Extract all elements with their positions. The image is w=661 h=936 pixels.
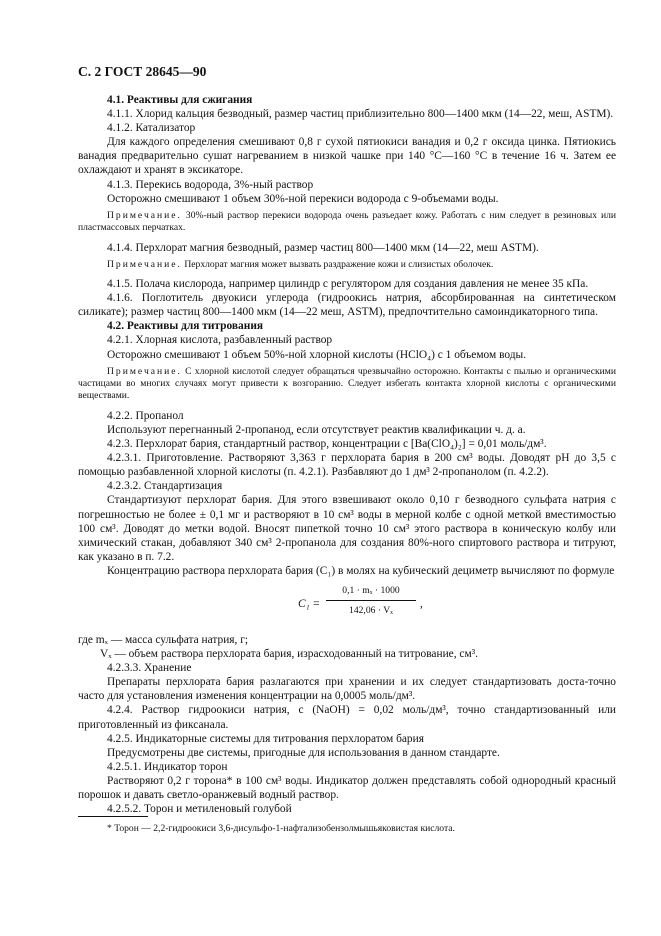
paragraph: 4.1.4. Перхлорат магния безводный, размер частиц 800—1400 мкм (14—22, меш ASTM). (107, 241, 539, 254)
paragraph: Растворяют 0,2 г торона* в 100 см³ воды. Индикатор должен представлять собой однородный красный порошок и давать светло-оранжевый водный раствор. (78, 774, 616, 801)
paragraph: 4.1.3. Перекись водорода, 3%-ный раствор (107, 178, 314, 191)
paragraph: 4.2.1. Хлорная кислота, разбавленный раствор (107, 334, 333, 347)
section-block-1 (78, 93, 616, 578)
paragraph: 4.1.6. Поглотитель двуокиси углерода (гидроокись натрия, абсорбированная на синтетическом силикате); размер частиц 800—1400 мкм (14—22 меш, ASTM), предпочтительно самоиндикаторного типа. (78, 292, 616, 319)
paragraph: Осторожно смешивают 1 объем 50%-ной хлорной кислоты (НСlО₄) с 1 объемом воды. (107, 348, 527, 361)
formula (78, 583, 616, 627)
formula-denominator: 142,06 · Vₓ (349, 605, 393, 617)
note-label: Примечание. (107, 209, 182, 221)
paragraph: 4.2.5. Индикаторные системы для титрования перхлоратом бария (107, 732, 424, 745)
note-text: С хлорной кислотой следует обращаться чрезвычайно осторожно. Контакты с пылью и органическими частицами во многих случаях могут привести к возгоранию. Следует избегать контакта хлорной кислоты с органическими веществами. (78, 365, 616, 402)
paragraph: Стандартизуют перхлорат бария. Для этого взвешивают около 0,10 г безводного сульфата натрия с погрешностью не более ± 0,1 мг и растворяют в 10 см³ воды в мерной колбе с одной меткой вместимостью 100 см³. Доводят до метки водой. Вносят пипеткой точно 10 см³ этого раствора в коническую колбу или химический стакан, добавляют 340 см³ 2-пропанола для создания 80%-ного спиртового раствора и титруют, как указано в п. 7.2. (78, 494, 616, 563)
note (78, 210, 616, 235)
section-block-2 (78, 661, 616, 816)
note-text: Перхлорат магния может вызвать раздражение кожи и слизистых оболочек. (181, 258, 494, 270)
paragraph: 4.1.2. Катализатор (107, 122, 196, 135)
paragraph: 4.1.1. Хлорид кальция безводный, размер частиц приблизительно 800—1400 мкм (14—22, меш, ASTM). (107, 108, 614, 121)
paragraph: 4.2.5.2. Торон и метиленовый голубой (107, 803, 292, 816)
note (78, 366, 616, 403)
footnote (78, 816, 616, 835)
paragraph: 4.2.3.2. Стандартизация (107, 480, 223, 493)
paragraph: 4.2.4. Раствор гидроокиси натрия, с (NaOH) = 0,02 моль/дм³, точно стандартизованный или приготовленный из фиксанала. (78, 704, 616, 731)
formula-numerator: 0,1 · mₓ · 1000 (326, 584, 416, 601)
paragraph: Предусмотрены две системы, пригодные для использования в данном стандарте. (107, 746, 500, 759)
paragraph: 4.2.3.3. Хранение (107, 662, 192, 675)
where-line-2: Vₓ — объем раствора перхлората бария, израсходованный на титрование, см³. (100, 648, 478, 661)
paragraph: 4.2.2. Пропанол (107, 409, 184, 422)
where-line-1: где mₓ — масса сульфата натрия, г; (78, 633, 249, 646)
note-text: 30%-ный раствор перекиси водорода очень разъедает кожу. Работать с ним следует в резиновых или пластмассовых перчатках. (78, 209, 616, 234)
section-heading: 4.1. Реактивы для сжигания (107, 94, 253, 106)
note (78, 259, 616, 271)
page-header: С. 2 ГОСТ 28645—90 (78, 64, 207, 79)
section-heading: 4.2. Реактивы для титрования (107, 320, 264, 333)
paragraph: Препараты перхлората бария разлагаются при хранении и их следует стандартизовать доста-точно часто для установления изменения концентрации на 0,0005 моль/дм³. (78, 676, 616, 703)
paragraph: 4.2.5.1. Индикатор торон (107, 760, 228, 773)
paragraph: Осторожно смешивают 1 объем 30%-ной перекиси водорода с 9-объемами воды. (107, 192, 499, 205)
footnote-rule (78, 816, 148, 817)
document-body (78, 93, 616, 816)
paragraph: 4.2.3. Перхлорат бария, стандартный раствор, концентрации с [Ва(СlO₄)₂] = 0,01 моль/дм³. (107, 438, 547, 451)
formula-fraction (326, 584, 416, 618)
paragraph: Используют перегнанный 2-пропанод, если отсутствует реактив квалификации ч. д. а. (107, 423, 526, 436)
formula-tail: , (420, 597, 423, 610)
paragraph: Концентрацию раствора перхлората бария (С₁) в молях на кубический дециметр вычисляют по формуле (107, 564, 615, 577)
paragraph: 4.2.3.1. Приготовление. Растворяют 3,363 г перхлората бария в 200 см³ воды. Доводят pH до 3,5 с помощью разбавленной хлорной кислоты (п. 4.2.1). Разбавляют до 1 дм³ 2-пропанолом (п. 4.2.2). (78, 452, 616, 479)
formula-lhs: C₁ = (298, 597, 321, 610)
note-label: Примечание. (107, 258, 182, 270)
note-label: Примечание. (107, 365, 182, 377)
paragraph: 4.1.5. Полача кислорода, например цилиндр с регулятором для создания давления не менее 35 кПа. (107, 278, 589, 291)
footnote-text: * Торон — 2,2-гидроокиси 3,6-дисульфо-1-нафтализобензолмышьяковистая кислота. (107, 823, 455, 834)
paragraph: Для каждого определения смешивают 0,8 г сухой пятиокиси ванадия и 0,2 г оксида цинка. Пятиокись ванадия предварительно сушат нагреванием в низкой чашке при 140 °С—160 °С в течение 16 ч. Затем ее охлаждают и хранят в эксикаторе. (78, 136, 616, 177)
